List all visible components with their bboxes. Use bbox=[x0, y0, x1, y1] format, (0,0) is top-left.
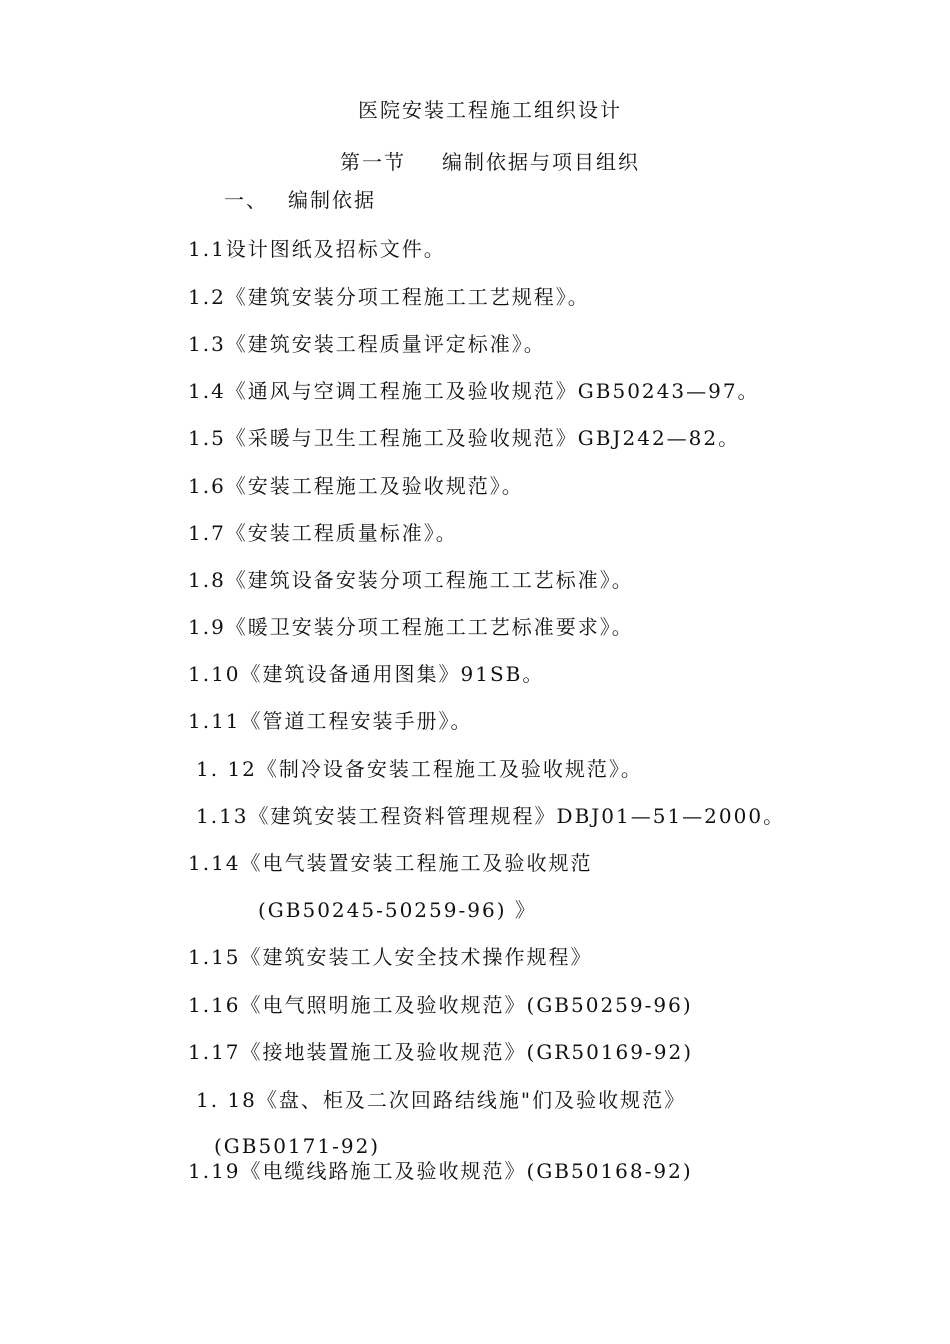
list-item: 1. 18《盘、柜及二次回路结线施"们及验收规范》 bbox=[196, 1088, 687, 1112]
document-title: 医院安装工程施工组织设计 bbox=[358, 98, 622, 122]
section-name: 编制依据与项目组织 bbox=[442, 150, 640, 174]
subsection-number: 一、 bbox=[224, 188, 268, 212]
subsection-title bbox=[224, 188, 376, 212]
list-item: 1.15《建筑安装工人安全技术操作规程》 bbox=[188, 945, 593, 969]
section-title bbox=[0, 150, 950, 174]
list-item-continuation: (GB50171-92) bbox=[214, 1134, 381, 1158]
list-item: 1.2《建筑安装分项工程施工工艺规程》。 bbox=[188, 285, 590, 309]
subsection-name: 编制依据 bbox=[288, 188, 376, 212]
list-item: 1.17《接地装置施工及验收规范》(GR50169-92) bbox=[188, 1040, 694, 1064]
list-item: 1.4《通风与空调工程施工及验收规范》GB50243—97。 bbox=[188, 379, 760, 403]
list-item: 1.7《安装工程质量标准》。 bbox=[188, 521, 458, 545]
list-item: 1.16《电气照明施工及验收规范》(GB50259-96) bbox=[188, 993, 693, 1017]
section-number: 第一节 bbox=[340, 150, 406, 174]
list-item-continuation: (GB50245-50259-96) 》 bbox=[258, 898, 537, 922]
list-item: 1.5《采暖与卫生工程施工及验收规范》GBJ242—82。 bbox=[188, 426, 741, 450]
list-item: 1.8《建筑设备安装分项工程施工工艺标准》。 bbox=[188, 568, 634, 592]
list-item: 1. 12《制冷设备安装工程施工及验收规范》。 bbox=[196, 757, 643, 781]
list-item: 1.1设计图纸及招标文件。 bbox=[188, 237, 446, 261]
list-item: 1.14《电气装置安装工程施工及验收规范 bbox=[188, 851, 593, 875]
list-item: 1.9《暖卫安装分项工程施工工艺标准要求》。 bbox=[188, 615, 634, 639]
list-item: 1.11《管道工程安装手册》。 bbox=[188, 709, 473, 733]
list-item: 1.3《建筑安装工程质量评定标准》。 bbox=[188, 332, 546, 356]
list-item: 1.10《建筑设备通用图集》91SB。 bbox=[188, 662, 545, 686]
list-item: 1.6《安装工程施工及验收规范》。 bbox=[188, 474, 524, 498]
list-item: 1.19《电缆线路施工及验收规范》(GB50168-92) bbox=[188, 1159, 693, 1183]
list-item: 1.13《建筑安装工程资料管理规程》DBJ01—51—2000。 bbox=[196, 804, 786, 828]
